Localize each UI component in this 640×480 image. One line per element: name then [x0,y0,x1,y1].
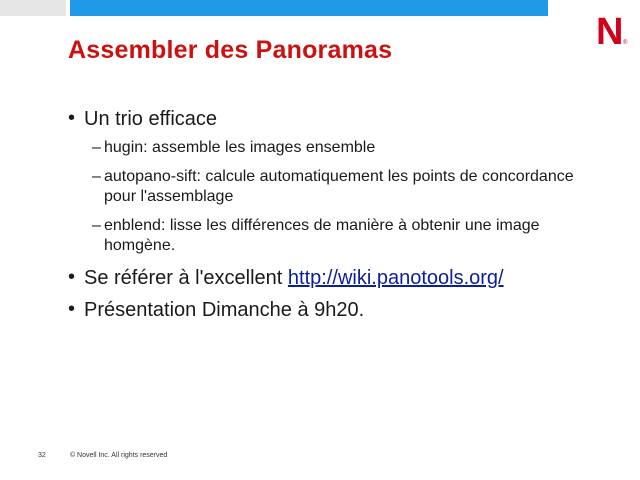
novell-logo [596,12,632,52]
slide-footer [38,452,167,459]
sub-bullet-hugin [92,138,608,158]
top-bar-gray [0,0,66,16]
bullet-dot: • [68,298,76,320]
sub-bullet-text: hugin: assemble les images ensemble [104,139,376,156]
bullet-reference [68,265,608,291]
bullet-presentation [68,297,608,323]
bullet-text: Présentation Dimanche à 9h20. [84,299,365,321]
copyright-text: © Novell Inc. All rights reserved [69,452,168,459]
logo-registered-mark: ® [623,40,628,46]
bullet-dot: • [68,107,76,129]
sub-bullet-list [92,138,608,256]
sub-bullet-enblend [92,216,608,256]
sub-bullet-autopano [92,167,608,207]
panotools-link[interactable]: http://wiki.panotools.org/ [287,267,504,289]
top-bar-blue [70,0,548,16]
slide-title: Assembler des Panoramas [68,36,393,64]
bullet-text: Se référer à l'excellent [84,267,288,289]
sub-bullet-text: enblend: lisse les différences de manière à obtenir une image homgène. [104,217,540,254]
sub-bullet-dash: – [92,168,101,185]
sub-bullet-dash: – [92,139,101,156]
page-number: 32 [38,452,46,459]
bullet-text: Un trio efficace [84,108,218,130]
bullet-trio [68,106,608,132]
slide-content [68,106,608,329]
bullet-dot: • [68,266,76,288]
sub-bullet-text: autopano-sift: calcule automatiquement les points de concordance pour l'assemblage [104,168,574,205]
sub-bullet-dash: – [92,217,101,234]
logo-letter: N [596,11,623,53]
